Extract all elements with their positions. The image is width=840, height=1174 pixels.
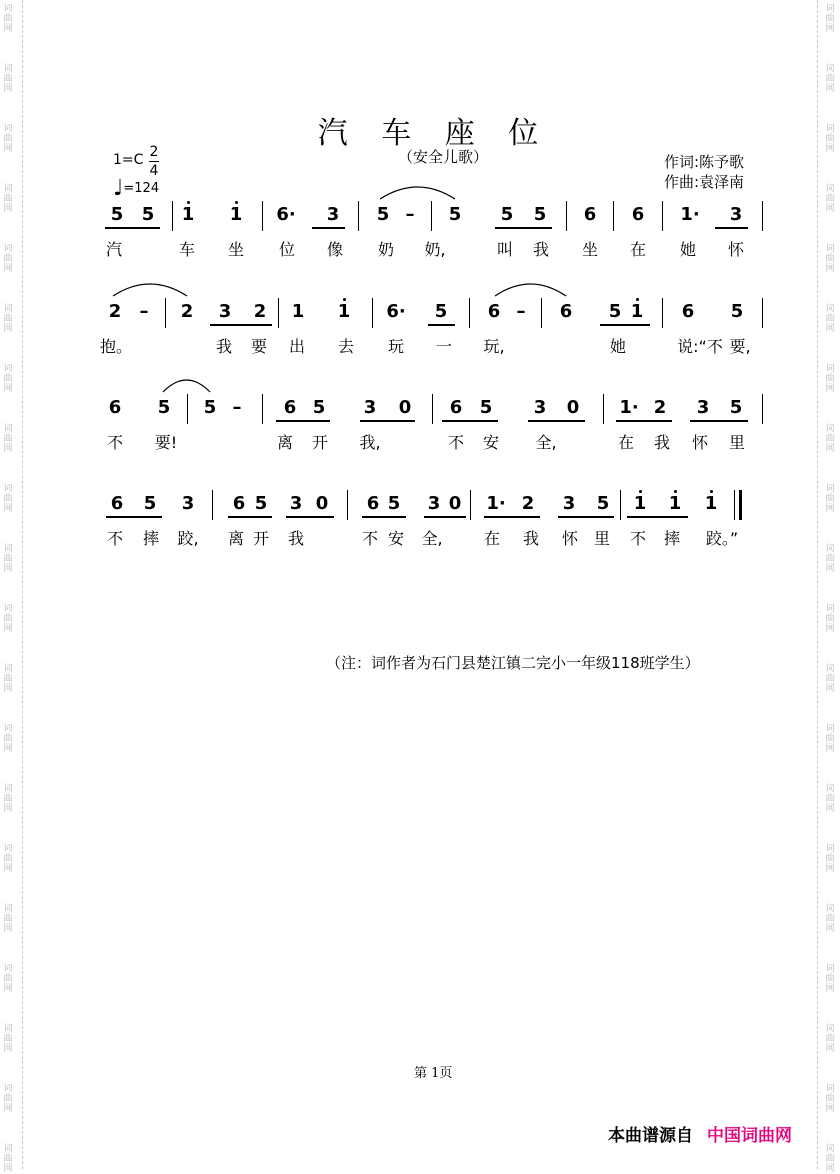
watermark-glyphs: 词 曲 网 <box>3 244 13 274</box>
watermark-glyphs: 词 曲 网 <box>3 1024 13 1054</box>
jianpu-note: 3 <box>562 493 576 514</box>
jianpu-note: 5 <box>596 493 610 514</box>
watermark-glyphs: 词 曲 网 <box>3 184 13 214</box>
lyric-syllable: 在 <box>483 529 501 548</box>
jianpu-note: 0 <box>448 493 462 514</box>
lyric-syllable: 坐 <box>227 240 245 259</box>
jianpu-note: 5 <box>376 204 390 225</box>
jianpu-note: 6 <box>283 397 297 418</box>
jianpu-note: 3 <box>218 301 232 322</box>
lyric-syllable: 奶 <box>377 240 395 259</box>
lyric-syllable: 像 <box>326 240 344 259</box>
lyric-syllable: 怀 <box>561 529 579 548</box>
watermark-glyphs: 词 曲 网 <box>825 844 835 874</box>
watermark-glyphs: 词 曲 网 <box>825 664 835 694</box>
lyric-syllable: 跤。” <box>705 529 739 548</box>
watermark-glyphs: 词 曲 网 <box>3 844 13 874</box>
watermark-glyphs: 词 曲 网 <box>3 124 13 154</box>
lyric-syllable: 要, <box>729 337 751 356</box>
jianpu-note: 0 <box>398 397 412 418</box>
lyric-syllable: 我 <box>287 529 305 548</box>
jianpu-note: 6 <box>559 301 573 322</box>
jianpu-note: 5 <box>729 397 743 418</box>
bar-line <box>212 490 213 520</box>
lyric-syllable: 开 <box>311 433 329 452</box>
jianpu-note: 1 <box>704 493 718 514</box>
watermark-glyphs: 词 曲 网 <box>825 304 835 334</box>
bar-line <box>347 490 348 520</box>
watermark-glyphs: 词 曲 网 <box>3 64 13 94</box>
octave-dot <box>639 490 642 493</box>
lyric-syllable: 怀 <box>691 433 709 452</box>
watermark-glyphs: 词 曲 网 <box>825 244 835 274</box>
quarter-note-icon: ♩ <box>113 176 124 201</box>
jianpu-note: 5 <box>608 301 622 322</box>
lyric-syllable: 摔 <box>663 529 681 548</box>
jianpu-note: 5 <box>143 493 157 514</box>
watermark-glyphs: 词 曲 网 <box>3 724 13 754</box>
lyric-syllable: 安 <box>387 529 405 548</box>
time-bottom: 4 <box>149 163 159 179</box>
octave-dot <box>710 490 713 493</box>
beam-underline <box>627 516 688 518</box>
lyric-syllable: 说:“不 <box>677 337 723 356</box>
lyric-syllable: 坐 <box>581 240 599 259</box>
octave-dot <box>674 490 677 493</box>
lyric-syllable: 她 <box>609 337 627 356</box>
watermark-glyphs: 词 曲 网 <box>825 964 835 994</box>
lyric-syllable: 我, <box>359 433 381 452</box>
jianpu-note: 5 <box>730 301 744 322</box>
lyric-syllable: 汽 <box>105 240 123 259</box>
lyric-syllable: 摔 <box>142 529 160 548</box>
jianpu-note: 1 <box>337 301 351 322</box>
tempo-value: =124 <box>123 181 160 196</box>
lyricist: 作词:陈予歌 <box>664 153 745 171</box>
watermark-glyphs: 词 曲 网 <box>3 4 13 34</box>
jianpu-note: 1· <box>486 493 506 514</box>
jianpu-note: 1· <box>619 397 639 418</box>
jianpu-note: 6 <box>583 204 597 225</box>
watermark-glyphs: 词 曲 网 <box>825 184 835 214</box>
jianpu-note: 1 <box>633 493 647 514</box>
jianpu-note: 2 <box>180 301 194 322</box>
footnote: （注：词作者为石门县楚江镇二完小一年级118班学生） <box>326 654 700 672</box>
beam-underline <box>424 516 466 518</box>
watermark-glyphs: 词 曲 网 <box>3 964 13 994</box>
jianpu-note: 5 <box>254 493 268 514</box>
lyric-syllable: 全, <box>535 433 557 452</box>
lyric-syllable: 怀 <box>727 240 745 259</box>
lyric-syllable: 在 <box>629 240 647 259</box>
lyric-syllable: 去 <box>337 337 355 356</box>
source-brand: 中国词曲网 <box>707 1126 792 1146</box>
lyric-syllable: 玩, <box>483 337 505 356</box>
watermark-glyphs: 词 曲 网 <box>825 904 835 934</box>
time-top: 2 <box>149 144 159 160</box>
jianpu-note: 6 <box>487 301 501 322</box>
watermark-glyphs: 词 曲 网 <box>3 1084 13 1114</box>
watermark-glyphs: 词 曲 网 <box>825 484 835 514</box>
watermark-glyphs: 词 曲 网 <box>3 1144 13 1174</box>
jianpu-note: 5 <box>500 204 514 225</box>
jianpu-note: 6 <box>681 301 695 322</box>
watermark-glyphs: 词 曲 网 <box>3 544 13 574</box>
song-subtitle: （安全儿歌） <box>398 148 489 166</box>
lyric-syllable: 不 <box>361 529 379 548</box>
beam-underline <box>106 516 162 518</box>
lyric-syllable: 位 <box>278 240 296 259</box>
lyric-syllable: 开 <box>252 529 270 548</box>
watermark-glyphs: 词 曲 网 <box>825 724 835 754</box>
beam-underline <box>484 516 540 518</box>
lyric-syllable: 里 <box>593 529 611 548</box>
beam-underline <box>362 516 406 518</box>
jianpu-note: – <box>232 397 242 418</box>
lyric-syllable: 安 <box>482 433 500 452</box>
jianpu-note: 5 <box>387 493 401 514</box>
lyric-syllable: 我 <box>522 529 540 548</box>
lyric-syllable: 我 <box>653 433 671 452</box>
lyric-syllable: 要! <box>154 433 178 452</box>
lyric-syllable: 离 <box>276 433 294 452</box>
jianpu-note: 3 <box>363 397 377 418</box>
jianpu-note: 1 <box>630 301 644 322</box>
jianpu-note: 6 <box>449 397 463 418</box>
jianpu-note: 1 <box>181 204 195 225</box>
watermark-glyphs: 词 曲 网 <box>3 604 13 634</box>
jianpu-note: 6 <box>366 493 380 514</box>
jianpu-note: 3 <box>427 493 441 514</box>
jianpu-note: – <box>405 204 415 225</box>
jianpu-note: 1 <box>229 204 243 225</box>
jianpu-note: 2 <box>653 397 667 418</box>
watermark-glyphs: 词 曲 网 <box>825 64 835 94</box>
watermark-glyphs: 词 曲 网 <box>825 364 835 394</box>
beam-underline <box>558 516 614 518</box>
watermark-glyphs: 词 曲 网 <box>825 424 835 454</box>
page-number: 第 1页 <box>414 1066 453 1081</box>
jianpu-note: 3 <box>696 397 710 418</box>
lyric-syllable: 全, <box>421 529 443 548</box>
jianpu-note: 5 <box>110 204 124 225</box>
lyric-syllable: 不 <box>106 433 124 452</box>
jianpu-note: 3 <box>181 493 195 514</box>
jianpu-note: 5 <box>434 301 448 322</box>
lyric-syllable: 里 <box>728 433 746 452</box>
lyric-syllable: 出 <box>288 337 306 356</box>
jianpu-note: 5 <box>203 397 217 418</box>
jianpu-note: 5 <box>141 204 155 225</box>
bar-line <box>620 490 621 520</box>
jianpu-note: 5 <box>533 204 547 225</box>
jianpu-note: – <box>139 301 149 322</box>
jianpu-note: 0 <box>315 493 329 514</box>
jianpu-note: 5 <box>312 397 326 418</box>
jianpu-note: 3 <box>289 493 303 514</box>
lyric-syllable: 玩 <box>387 337 405 356</box>
lyric-syllable: 离 <box>227 529 245 548</box>
watermark-glyphs: 词 曲 网 <box>3 484 13 514</box>
source-label: 本曲谱源自 <box>608 1126 693 1146</box>
lyric-syllable: 跤, <box>177 529 199 548</box>
lyric-syllable: 抱。 <box>99 337 133 356</box>
jianpu-note: 6 <box>232 493 246 514</box>
key-signature: 1=C <box>113 152 144 168</box>
jianpu-note: – <box>516 301 526 322</box>
watermark-glyphs: 词 曲 网 <box>825 1024 835 1054</box>
source-credit <box>608 1121 792 1146</box>
lyric-syllable: 车 <box>178 240 196 259</box>
jianpu-note: 1 <box>291 301 305 322</box>
lyric-syllable: 在 <box>617 433 635 452</box>
lyric-syllable: 要 <box>250 337 268 356</box>
lyric-syllable: 不 <box>106 529 124 548</box>
song-title: 汽 车 座 位 <box>317 116 551 151</box>
lyric-syllable: 奶, <box>424 240 446 259</box>
jianpu-note: 3 <box>326 204 340 225</box>
jianpu-note: 2 <box>521 493 535 514</box>
watermark-glyphs: 词 曲 网 <box>825 4 835 34</box>
lyric-syllable: 她 <box>679 240 697 259</box>
beam-underline <box>286 516 334 518</box>
jianpu-note: 2 <box>253 301 267 322</box>
jianpu-note: 1 <box>668 493 682 514</box>
jianpu-note: 6 <box>108 397 122 418</box>
jianpu-note: 2 <box>108 301 122 322</box>
jianpu-note: 0 <box>566 397 580 418</box>
tie-arc <box>163 380 210 392</box>
lyric-syllable: 一 <box>435 337 453 356</box>
jianpu-note: 5 <box>479 397 493 418</box>
composer: 作曲:袁泽南 <box>664 173 745 191</box>
bar-line <box>734 490 735 520</box>
bar-line <box>470 490 471 520</box>
beam-underline <box>228 516 272 518</box>
watermark-glyphs: 词 曲 网 <box>825 544 835 574</box>
watermark-glyphs: 词 曲 网 <box>3 904 13 934</box>
jianpu-note: 3 <box>729 204 743 225</box>
watermark-glyphs: 词 曲 网 <box>3 304 13 334</box>
lyric-syllable: 叫 <box>496 240 514 259</box>
lyric-syllable: 我 <box>532 240 550 259</box>
jianpu-note: 6· <box>386 301 406 322</box>
jianpu-note: 3 <box>533 397 547 418</box>
watermark-glyphs: 词 曲 网 <box>3 424 13 454</box>
watermark-glyphs: 词 曲 网 <box>3 784 13 814</box>
jianpu-note: 1· <box>680 204 700 225</box>
jianpu-note: 6 <box>631 204 645 225</box>
watermark-glyphs: 词 曲 网 <box>825 604 835 634</box>
watermark-glyphs: 词 曲 网 <box>825 1084 835 1114</box>
jianpu-note: 6 <box>110 493 124 514</box>
lyric-syllable: 不 <box>629 529 647 548</box>
watermark-glyphs: 词 曲 网 <box>825 1144 835 1174</box>
watermark-glyphs: 词 曲 网 <box>825 124 835 154</box>
lyric-syllable: 不 <box>447 433 465 452</box>
jianpu-note: 5 <box>448 204 462 225</box>
watermark-glyphs: 词 曲 网 <box>825 784 835 814</box>
jianpu-note: 6· <box>276 204 296 225</box>
bar-line <box>739 490 742 520</box>
lyric-syllable: 我 <box>215 337 233 356</box>
jianpu-note: 5 <box>157 397 171 418</box>
watermark-glyphs: 词 曲 网 <box>3 364 13 394</box>
watermark-glyphs: 词 曲 网 <box>3 664 13 694</box>
